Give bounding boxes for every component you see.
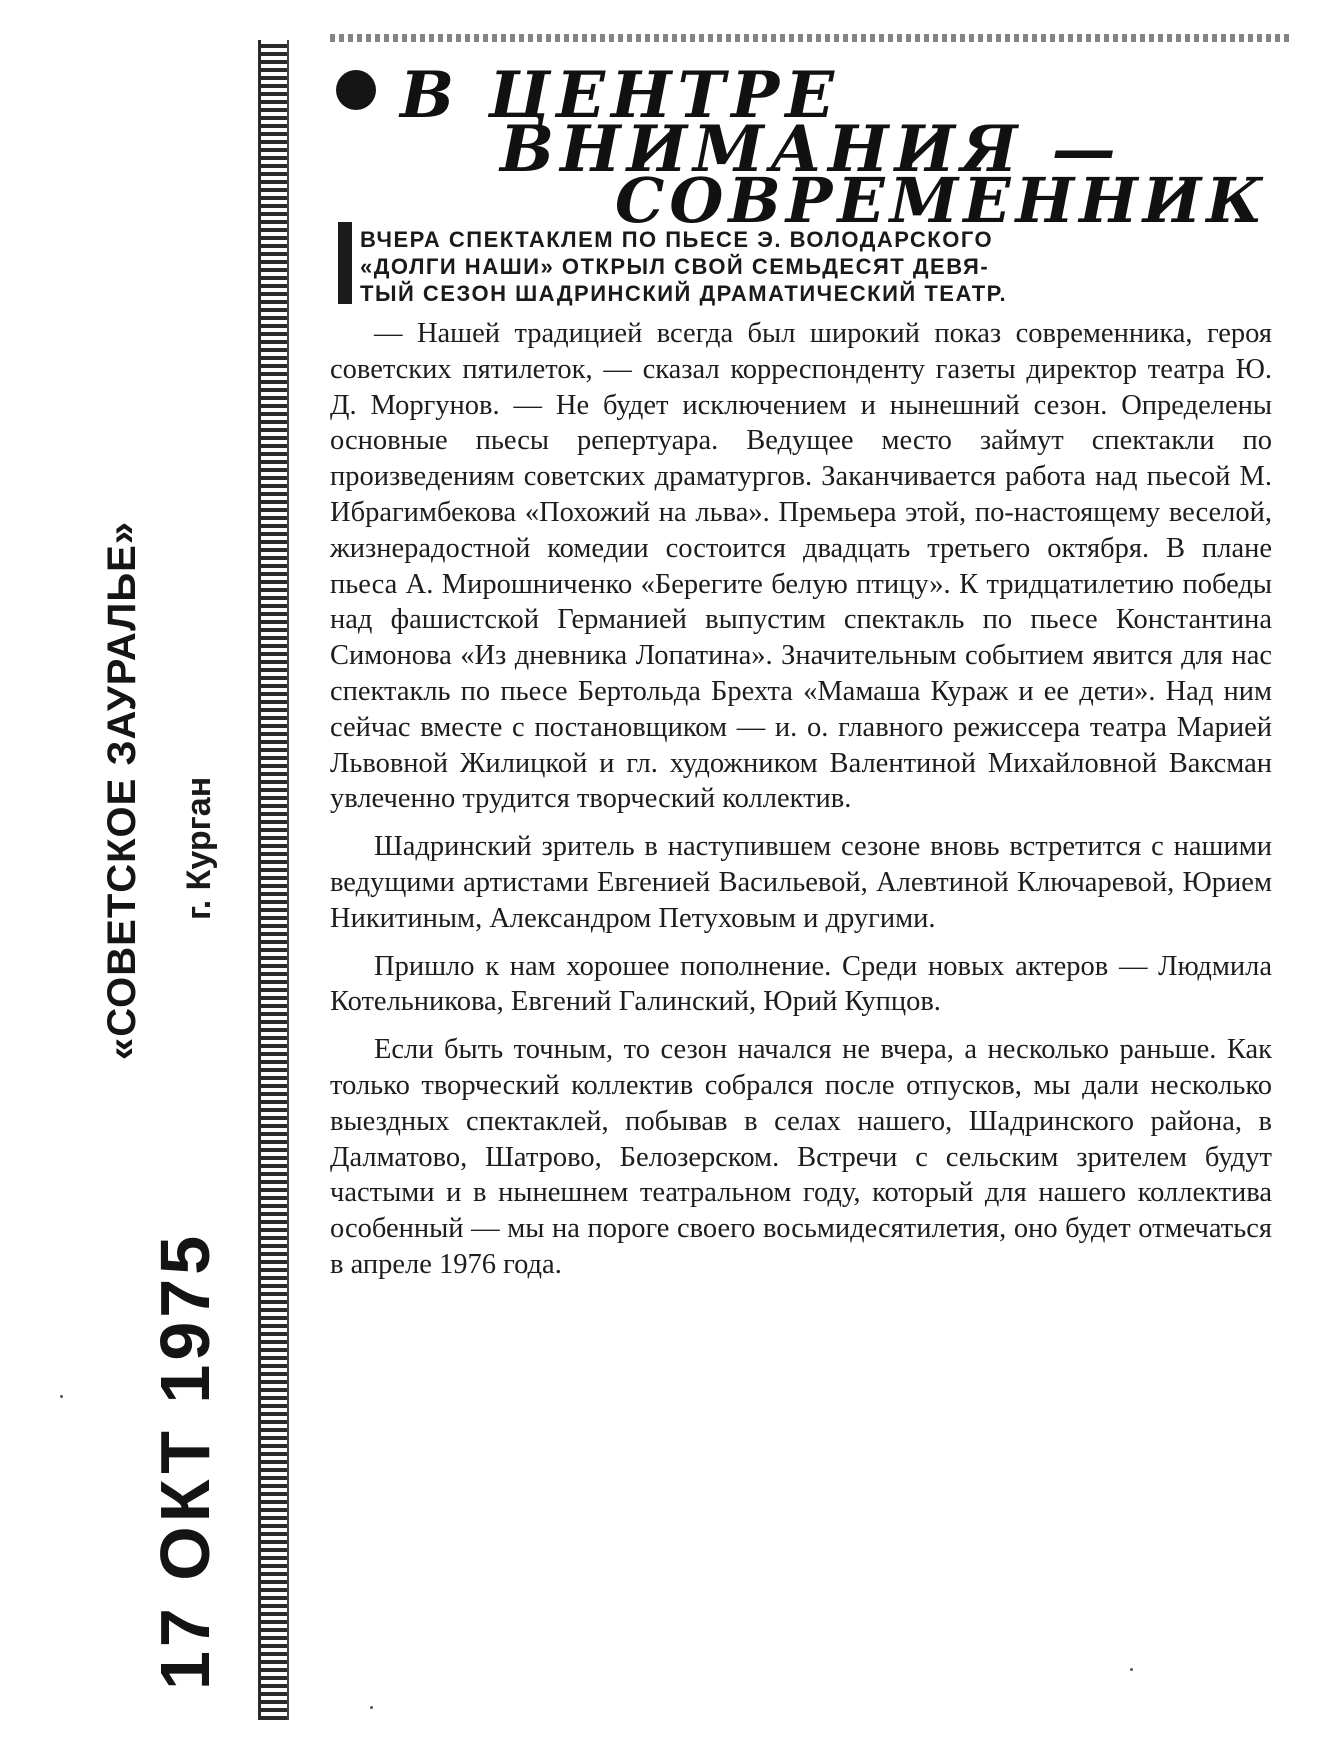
article-body — [330, 316, 1272, 1283]
body-paragraph-4: Если быть точным, то сезон начался не вчера, а несколько раньше. Как только творческий коллектив собрался после отпусков, мы дали несколько выездных спектаклей, побывав в селах нашего, Шадринского района, в Далматово, Шатрово, Белозерском. Встречи с сельским зрителем будут частыми и в нынешнем театральном году, который для нашего коллектива особенный — мы на пороге своего восьмидесятилетия, оно будет отмечаться в апреле 1976 года. — [330, 1034, 1272, 1280]
print-speck — [1130, 1668, 1133, 1671]
column-rule — [258, 40, 289, 1720]
headline-line-1: В ЦЕНТРЕ — [400, 58, 840, 133]
lead-paragraph — [360, 226, 1290, 307]
headline-line-2: ВНИМАНИЯ — — [500, 112, 1122, 187]
date-stamp: 17 ОКТ 1975 — [146, 1231, 224, 1690]
lead-line-3: ТЫЙ СЕЗОН ШАДРИНСКИЙ ДРАМАТИЧЕСКИЙ ТЕАТР. — [360, 281, 1008, 306]
top-rule — [330, 34, 1290, 42]
body-paragraph-2: Шадринский зритель в наступившем сезоне вновь встретится с нашими ведущими артистами Евгенией Васильевой, Алевтиной Ключаревой, Юрием Никитиным, Александром Петуховым и другими. — [330, 831, 1272, 934]
newspaper-name-stamp: «СОВЕТСКОЕ ЗАУРАЛЬЕ» — [100, 520, 144, 1060]
body-paragraph-3: Пришло к нам хорошее пополнение. Среди новых актеров — Людмила Котельникова, Евгений Галинский, Юрий Купцов. — [330, 950, 1272, 1018]
body-paragraph-1: — Нашей традицией всегда был широкий показ современника, героя советских пятилеток, — сказал корреспонденту газеты директор театра Ю. Д. Моргунов. — Не будет исключением и нынешний сезон. Определены основные пьесы репертуара. Ведущее место займут спектакли по произведениям советских драматургов. Заканчивается работа над пьесой М. Ибрагимбекова «Похожий на льва». Премьера этой, по-настоящему веселой, жизнерадостной комедии состоится двадцать третьего октября. В плане пьеса А. Мирошниченко «Берегите белую птицу». К тридцатилетию победы над фашистской Германией выпустим спектакль по пьесе Константина Симонова «Из дневника Лопатина». Значительным событием явится для нас спектакль по пьесе Бертольда Брехта «Мамаша Кураж и ее дети». Над ним сейчас вместе с постановщиком — и. о. главного режиссера театра Марией Львовной Жилицкой и гл. художником Валентиной Михайловной Ваксман увлеченно трудится творческий коллектив. — [330, 318, 1272, 815]
headline-bullet-icon — [336, 70, 376, 110]
lead-line-1: ВЧЕРА СПЕКТАКЛЕМ ПО ПЬЕСЕ Э. ВОЛОДАРСКОГО — [360, 227, 994, 252]
city-stamp: г. Курган — [180, 776, 218, 920]
print-speck — [370, 1706, 373, 1709]
print-speck — [60, 1395, 63, 1398]
lead-initial-bar — [338, 222, 352, 304]
lead-line-2: «ДОЛГИ НАШИ» ОТКРЫЛ СВОЙ СЕМЬДЕСЯТ ДЕВЯ- — [360, 254, 990, 279]
headline-line-3: СОВРЕМЕННИК — [615, 164, 1268, 237]
